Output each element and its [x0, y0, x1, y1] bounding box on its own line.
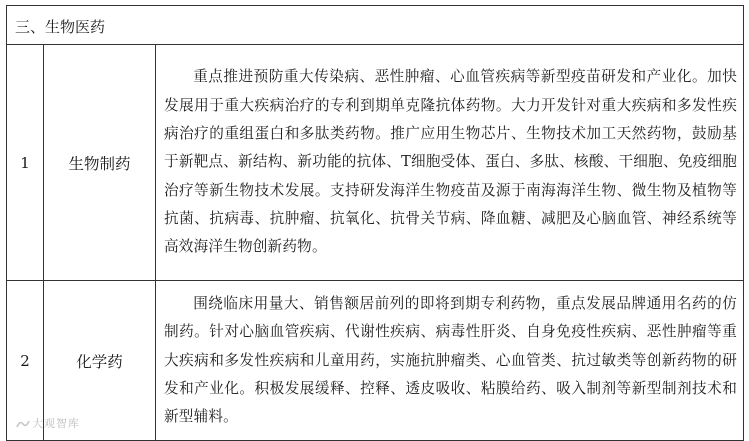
row-category: 化学药: [44, 281, 156, 441]
row-content: 重点推进预防重大传染病、恶性肿瘤、心血管疾病等新型疫苗研发和产业化。加快发展用于重大疾病治疗的专利到期单克隆抗体药物。大力开发针对重大疾病和多发性疾病治疗的重组蛋白和多肽类药物。推广应用生物芯片、生物技术加工天然药物，鼓励基于新靶点、新结构、新功能的抗体、T细胞受体、蛋白、多肽、核酸、干细胞、免疫细胞治疗等新生物技术发展。支持研发海洋生物疫苗及源于南海海洋生物、微生物及植物等抗菌、抗病毒、抗肿瘤、抗氧化、抗骨关节病、降血糖、减肥及心脑血管、神经系统等高效海洋生物创新药物。: [156, 45, 744, 281]
row-index: 2: [7, 281, 44, 441]
table-row: [7, 45, 744, 281]
row-index: 1: [7, 45, 44, 281]
table-row: [7, 281, 744, 441]
policy-table: [6, 5, 744, 441]
watermark-logo-icon: [16, 418, 30, 430]
watermark-text: 大观智库: [32, 417, 80, 430]
row-content: 围绕临床用量大、销售额居前列的即将到期专利药物，重点发展品牌通用名药的仿制药。针对心脑血管疾病、代谢性疾病、病毒性肝炎、自身免疫性疾病、恶性肿瘤等重大疾病和多发性疾病和儿童用药，实施抗肿瘤类、心血管类、抗过敏类等创新药物的研发和产业化。积极发展缓释、控释、透皮吸收、粘膜给药、吸入制剂等新型制剂技术和新型辅料。: [156, 281, 744, 441]
section-title: [7, 6, 744, 45]
watermark: [16, 415, 80, 431]
section-header-row: [7, 6, 744, 45]
row-category: 生物制药: [44, 45, 156, 281]
section-title-text: 三、生物医药: [15, 17, 106, 36]
